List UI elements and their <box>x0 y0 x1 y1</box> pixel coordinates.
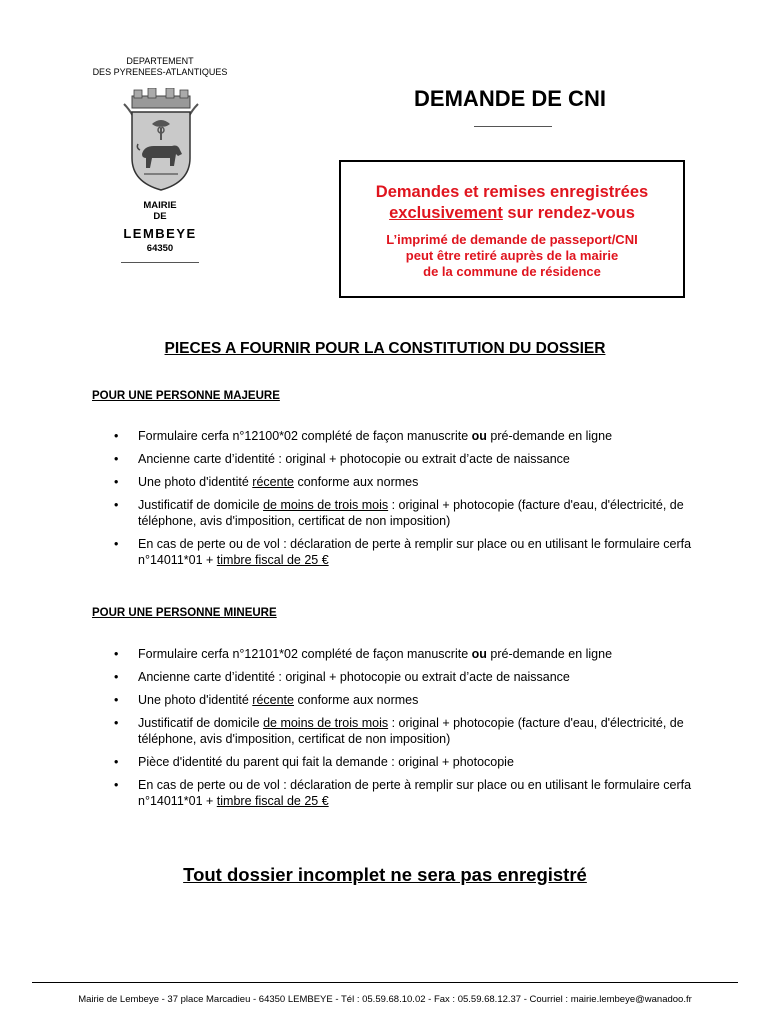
notice-line-1: Demandes et remises enregistrées <box>375 183 649 201</box>
notice-emphasis: exclusivement <box>389 204 503 222</box>
mairie-label: MAIRIE <box>143 200 177 211</box>
list-item: • Formulaire cerfa n°12101*02 complété de façon manuscrite ou pré-demande en ligne <box>92 646 692 662</box>
mairie-block <box>90 200 230 263</box>
majeure-title: POUR UNE PERSONNE MAJEURE <box>92 390 280 402</box>
mineure-title: POUR UNE PERSONNE MINEURE <box>92 607 277 619</box>
list-item: • Justificatif de domicile de moins de trois mois : original + photocopie (facture d'eau, d'électricité, de téléphone, avis d'imposition, certificat de non imposition) <box>92 497 692 529</box>
mairie-divider <box>121 262 199 263</box>
incomplete-warning: Tout dossier incomplet ne sera pas enregistré <box>183 864 587 885</box>
list-item: • Ancienne carte d’identité : original + photocopie ou extrait d’acte de naissance <box>92 669 692 685</box>
footer-divider <box>32 982 738 983</box>
list-item: • Formulaire cerfa n°12100*02 complété de façon manuscrite ou pré-demande en ligne <box>92 428 692 444</box>
majeure-list <box>92 428 692 575</box>
town-name: LEMBEYE <box>123 226 197 241</box>
page-title: DEMANDE DE CNI <box>414 86 606 111</box>
list-item: • Une photo d'identité récente conforme aux normes <box>92 474 692 490</box>
list-item: • En cas de perte ou de vol : déclaration de perte à remplir sur place ou en utilisant le formulaire cerfa n°14011*01 + timbre fiscal de 25 € <box>92 536 692 568</box>
footer-contact: Mairie de Lembeye - 37 place Marcadieu - 64350 LEMBEYE - Tél : 05.59.68.10.02 - Fax : 05.59.68.12.37 - Courriel : mairie.lembeye@wanadoo.fr <box>78 994 692 1005</box>
notice-sub <box>341 232 683 280</box>
list-item: • Pièce d'identité du parent qui fait la demande : original + photocopie <box>92 754 692 770</box>
notice-line-2-rest: sur rendez-vous <box>502 204 635 222</box>
department-label <box>80 56 240 78</box>
notice-line-2 <box>341 203 683 224</box>
town-coat-of-arms-icon <box>122 88 200 192</box>
notice-sub-2: peut être retiré auprès de la mairie <box>405 248 619 263</box>
department-line-2: DES PYRENEES-ATLANTIQUES <box>92 67 228 77</box>
list-item: • En cas de perte ou de vol : déclaration de perte à remplir sur place ou en utilisant le formulaire cerfa n°14011*01 + timbre fiscal de 25 € <box>92 777 692 809</box>
title-divider <box>474 126 552 127</box>
postcode: 64350 <box>146 243 174 254</box>
notice-sub-1: L’imprimé de demande de passeport/CNI <box>386 232 638 247</box>
appointment-notice <box>339 160 685 298</box>
notice-sub-3: de la commune de résidence <box>423 264 601 279</box>
list-item: • Justificatif de domicile de moins de trois mois : original + photocopie (facture d'eau, d'électricité, de téléphone, avis d'imposition, certificat de non imposition) <box>92 715 692 747</box>
department-line-1: DEPARTEMENT <box>126 56 194 66</box>
mineure-list <box>92 646 692 816</box>
list-item: • Une photo d'identité récente conforme aux normes <box>92 692 692 708</box>
de-label: DE <box>153 211 167 222</box>
section-title: PIECES A FOURNIR POUR LA CONSTITUTION DU DOSSIER <box>164 340 606 357</box>
list-item: • Ancienne carte d’identité : original + photocopie ou extrait d’acte de naissance <box>92 451 692 467</box>
